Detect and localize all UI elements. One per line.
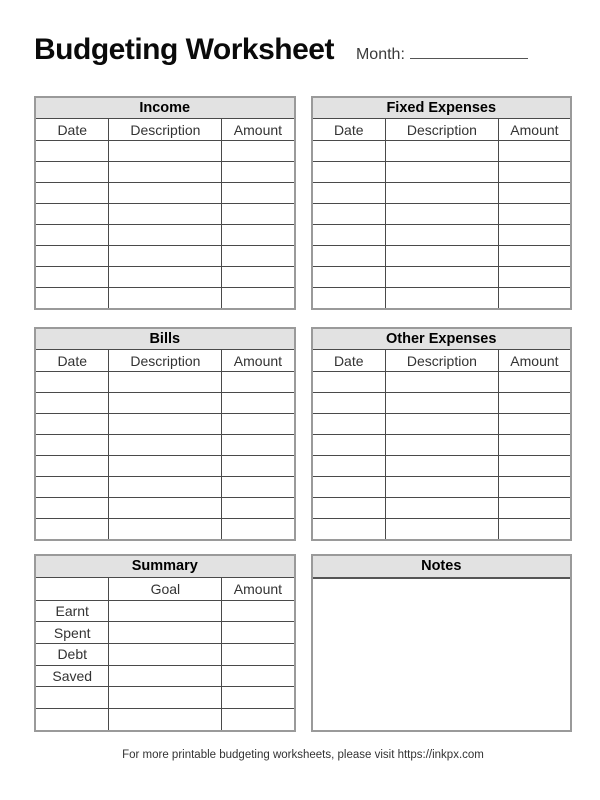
empty-cell [109, 225, 222, 246]
empty-cell [385, 225, 498, 246]
fixed-expenses-table-title: Fixed Expenses [312, 97, 572, 119]
empty-cell [312, 162, 386, 183]
empty-cell [222, 141, 295, 162]
column-header-date: Date [35, 119, 109, 141]
empty-cell [385, 477, 498, 498]
table-row [312, 225, 572, 246]
empty-cell [35, 393, 109, 414]
empty-cell [222, 687, 295, 709]
empty-cell [385, 267, 498, 288]
empty-cell [222, 414, 295, 435]
empty-cell [312, 414, 386, 435]
table-row [35, 687, 295, 709]
empty-cell [312, 288, 386, 310]
table-row [35, 204, 295, 225]
table-row [35, 477, 295, 498]
empty-cell [385, 414, 498, 435]
other-expenses-table-title: Other Expenses [312, 328, 572, 350]
empty-cell [498, 456, 571, 477]
empty-cell [385, 435, 498, 456]
column-header-row [35, 119, 295, 141]
empty-cell [222, 600, 295, 622]
empty-cell [385, 183, 498, 204]
empty-cell [498, 225, 571, 246]
empty-cell [109, 183, 222, 204]
table-row [312, 435, 572, 456]
empty-cell [385, 372, 498, 393]
table-row [312, 393, 572, 414]
table-row [35, 665, 295, 687]
empty-cell [312, 498, 386, 519]
empty-cell [312, 456, 386, 477]
empty-cell [35, 519, 109, 541]
empty-cell [385, 498, 498, 519]
fixed-expenses-table [311, 96, 573, 310]
notes-writing-area [313, 579, 571, 730]
empty-cell [222, 709, 295, 731]
empty-cell [498, 246, 571, 267]
empty-cell [35, 162, 109, 183]
table-row [35, 141, 295, 162]
empty-cell [35, 141, 109, 162]
table-row [35, 622, 295, 644]
summary-table-title: Summary [35, 555, 295, 577]
empty-cell [385, 393, 498, 414]
table-row [312, 267, 572, 288]
table-row [312, 246, 572, 267]
empty-cell [35, 498, 109, 519]
empty-cell [109, 393, 222, 414]
column-header-description: Description [109, 350, 222, 372]
column-header-amount: Amount [498, 119, 571, 141]
empty-cell [35, 267, 109, 288]
empty-cell [35, 288, 109, 310]
empty-cell [109, 414, 222, 435]
column-header-row [312, 350, 572, 372]
empty-cell [222, 644, 295, 666]
table-row [35, 644, 295, 666]
column-header-amount: Amount [222, 350, 295, 372]
table-title-row [35, 97, 295, 119]
table-row [35, 456, 295, 477]
empty-cell [222, 225, 295, 246]
income-table [34, 96, 296, 310]
empty-cell [312, 204, 386, 225]
empty-cell [222, 267, 295, 288]
empty-cell [312, 519, 386, 541]
empty-cell [109, 644, 222, 666]
notes-title: Notes [313, 556, 571, 579]
table-row [35, 709, 295, 731]
empty-cell [498, 477, 571, 498]
empty-cell [109, 267, 222, 288]
column-header-blank [35, 577, 109, 600]
empty-cell [222, 204, 295, 225]
empty-cell [312, 183, 386, 204]
empty-cell [109, 687, 222, 709]
empty-cell [35, 246, 109, 267]
bills-table [34, 327, 296, 541]
empty-cell [222, 372, 295, 393]
empty-cell [498, 414, 571, 435]
empty-cell [385, 456, 498, 477]
empty-cell [35, 477, 109, 498]
empty-cell [222, 246, 295, 267]
footer-note: For more printable budgeting worksheets, please visit https://inkpx.com [122, 749, 484, 761]
empty-cell [109, 519, 222, 541]
column-header-row [312, 119, 572, 141]
column-header-goal: Goal [109, 577, 222, 600]
column-header-amount: Amount [222, 119, 295, 141]
table-row [35, 435, 295, 456]
empty-cell [498, 267, 571, 288]
empty-cell [109, 622, 222, 644]
notes-box [311, 554, 573, 732]
column-header-row [35, 350, 295, 372]
table-row [312, 414, 572, 435]
empty-cell [222, 519, 295, 541]
empty-cell [222, 665, 295, 687]
table-row [35, 162, 295, 183]
empty-cell [109, 141, 222, 162]
empty-cell [498, 435, 571, 456]
empty-cell [109, 246, 222, 267]
empty-cell [109, 600, 222, 622]
empty-cell [385, 204, 498, 225]
empty-cell [385, 519, 498, 541]
table-row [312, 288, 572, 310]
month-label: Month: [355, 46, 405, 63]
empty-cell [498, 162, 571, 183]
table-title-row [312, 328, 572, 350]
table-row [312, 519, 572, 541]
page-header [34, 33, 572, 67]
bills-table-title: Bills [35, 328, 295, 350]
table-row [312, 477, 572, 498]
empty-cell [312, 267, 386, 288]
empty-cell [222, 498, 295, 519]
empty-cell [109, 435, 222, 456]
column-header-description: Description [109, 119, 222, 141]
month-field [356, 45, 528, 64]
empty-cell [35, 225, 109, 246]
column-header-date: Date [312, 119, 386, 141]
tables-row-3 [34, 554, 572, 732]
table-row [35, 498, 295, 519]
column-header-date: Date [35, 350, 109, 372]
table-row [35, 267, 295, 288]
column-header-description: Description [385, 119, 498, 141]
empty-cell [109, 288, 222, 310]
month-blank-line [410, 45, 528, 59]
empty-cell [498, 141, 571, 162]
empty-cell [109, 477, 222, 498]
table-row [35, 414, 295, 435]
empty-cell [385, 288, 498, 310]
column-header-description: Description [385, 350, 498, 372]
empty-cell [109, 372, 222, 393]
empty-cell [35, 372, 109, 393]
empty-cell [498, 519, 571, 541]
empty-cell [222, 288, 295, 310]
table-row [312, 183, 572, 204]
empty-cell [312, 141, 386, 162]
empty-cell [109, 709, 222, 731]
other-expenses-table-rows [312, 372, 572, 541]
empty-cell [35, 435, 109, 456]
empty-cell [385, 246, 498, 267]
table-row [312, 498, 572, 519]
summary-table [34, 554, 296, 732]
income-table-title: Income [35, 97, 295, 119]
empty-cell [312, 393, 386, 414]
empty-cell [385, 162, 498, 183]
empty-cell [312, 477, 386, 498]
empty-cell [498, 393, 571, 414]
empty-cell [312, 246, 386, 267]
column-header-date: Date [312, 350, 386, 372]
empty-cell [222, 393, 295, 414]
empty-cell [498, 498, 571, 519]
summary-row-label: Debt [35, 644, 109, 666]
empty-cell [498, 372, 571, 393]
column-header-amount: Amount [222, 577, 295, 600]
table-row [312, 162, 572, 183]
table-row [35, 225, 295, 246]
empty-cell [109, 665, 222, 687]
summary-row-label: Spent [35, 622, 109, 644]
empty-cell [35, 456, 109, 477]
empty-cell [222, 435, 295, 456]
column-header-row [35, 577, 295, 600]
empty-cell [109, 162, 222, 183]
tables-row-2 [34, 327, 572, 541]
empty-cell [312, 225, 386, 246]
tables-row-1 [34, 96, 572, 310]
table-row [35, 372, 295, 393]
table-row [35, 393, 295, 414]
empty-cell [222, 162, 295, 183]
table-row [312, 204, 572, 225]
empty-cell [35, 204, 109, 225]
empty-cell [109, 498, 222, 519]
page-title: Budgeting Worksheet [34, 33, 334, 66]
table-row [312, 141, 572, 162]
summary-table-rows [35, 600, 295, 731]
table-row [35, 246, 295, 267]
empty-cell [109, 204, 222, 225]
table-title-row [35, 555, 295, 577]
empty-cell [498, 204, 571, 225]
table-row [35, 183, 295, 204]
empty-cell [312, 435, 386, 456]
income-table-rows [35, 141, 295, 310]
empty-cell [222, 183, 295, 204]
table-row [35, 288, 295, 310]
summary-row-label: Saved [35, 665, 109, 687]
empty-cell [35, 183, 109, 204]
fixed-expenses-table-rows [312, 141, 572, 310]
other-expenses-table [311, 327, 573, 541]
table-row [35, 519, 295, 541]
empty-cell [222, 622, 295, 644]
table-title-row [35, 328, 295, 350]
summary-row-label: Earnt [35, 600, 109, 622]
table-row [312, 456, 572, 477]
summary-row-label [35, 687, 109, 709]
summary-row-label [35, 709, 109, 731]
bills-table-rows [35, 372, 295, 541]
empty-cell [312, 372, 386, 393]
empty-cell [498, 288, 571, 310]
column-header-amount: Amount [498, 350, 571, 372]
empty-cell [385, 141, 498, 162]
empty-cell [35, 414, 109, 435]
empty-cell [498, 183, 571, 204]
empty-cell [109, 456, 222, 477]
empty-cell [222, 477, 295, 498]
table-row [312, 372, 572, 393]
empty-cell [222, 456, 295, 477]
table-row [35, 600, 295, 622]
table-title-row [312, 97, 572, 119]
